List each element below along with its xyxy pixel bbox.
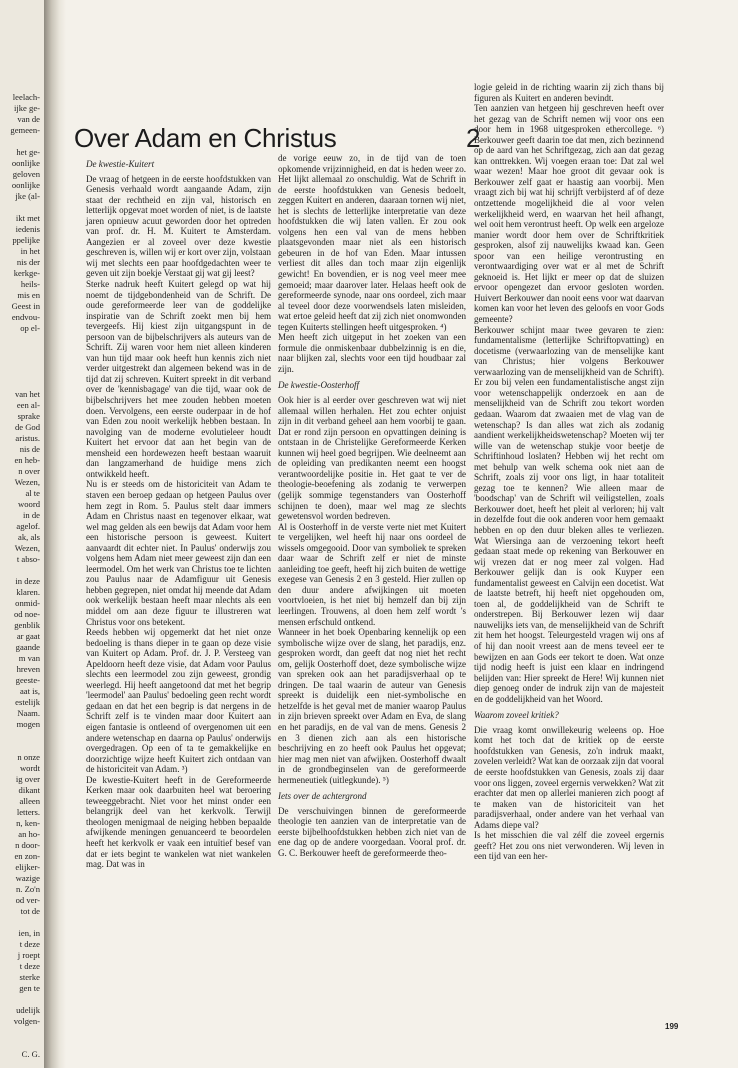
previous-page-line: het ge- [16, 147, 40, 157]
previous-page-line: od ver- [15, 895, 40, 905]
previous-page-line: van de [17, 114, 40, 124]
previous-page-line [0, 136, 44, 147]
previous-page-line: ikt met [15, 213, 40, 223]
previous-page-line: geloven [12, 169, 40, 179]
paragraph: Reeds hebben wij opgemerkt dat het niet onze bedoeling is thans dieper in te gaan op deze visie van Kuitert op Adam. Prof. dr. J. P. Versteeg van Apeldoorn heeft deze visie, dat Adam voor Paulus slechts een leermodel zou zijn geweest, grondig weerlegd. Hij heeft aangetoond dat met het begrip 'leermodel' aan Paulus' bedoeling geen recht wordt gedaan en dat het een begrip is dat nergens in de Schrift zelf is te vinden maar door Kuitert aan eigen fantasie is ontleend of overgenomen uit een andere wetenschap en daarna op Paulus' onderwijs overgedragen. Op een of ta te gemakkelijke en doorzichtige wijze heeft Kuitert zich ontdaan van de historiciteit van Adam. ³) [86, 627, 271, 775]
paragraph: Die vraag komt onwillekeurig weleens op. Hoe komt het toch dat de kritiek op de eerste hoofdstukken van Genesis, zo'n indruk maakt, zovelen verleidt? Wat kan de oorzaak zijn dat vooral de eerste hoofdstukken van Genesis, zoals zij daar voor ons liggen, zoveel ergernis verwekken? Wat zit erachter dat men op allerlei manieren zich poogt af te maken van de historiciteit van het paradijsverhaal, onder andere van het verhaal van Adams diepe val? [474, 724, 665, 830]
previous-page-line [0, 1027, 44, 1038]
previous-page-line: ijke ge- [13, 103, 40, 113]
previous-page-line: nis der [16, 257, 40, 267]
paragraph: Al is Oosterhoff in de verste verte niet met Kuitert te vergelijken, wel heeft hij naar ons oordeel de wissels omgegooid. Door van symboliek te spreken daar waar de Schrift zelf er niet de minste aanleiding toe geeft, heeft hij zich buiten de wettige exegese van Genesis 2 en 3 gesteld. Hier zullen op den duur andere afwijkingen uit moeten voortvloeien, is het niet bij hemzelf dan bij zijn leerlingen. Trouwens, al doen hem zelf wordt 's mensen erfschuld ontkend. [278, 521, 466, 627]
article-part-number: 2 [466, 123, 481, 153]
previous-page-text [0, 92, 44, 1060]
paragraph: Ook hier is al eerder over geschreven wat wij niet allemaal willen herhalen. Het zou echter onjuist zijn in dit verband geheel aan hem voorbij te gaan. Dat er rond zijn persoon en opvattingen deining is ontstaan in de Christelijke Gereformeerde Kerken kunnen wij heel goed begrijpen. Wie deelneemt aan de opleiding van predikanten neemt een hoogst verantwoordelijke positie in. Het gaat te ver de theologie-beoefening als zodanig te verwerpen (gelijk sommige tegenstanders van Oosterhoff schijnen te doen), maar wel mag ze slechts gewetensvol worden bedreven. [278, 395, 466, 522]
previous-page-line: volgen- [13, 1016, 40, 1026]
previous-page-line: m van [18, 653, 40, 663]
previous-page-line: Wezen, [14, 543, 40, 553]
previous-page-line: estelijk [15, 697, 40, 707]
previous-page-line: C. G. [21, 1049, 40, 1059]
paragraph: Is het misschien die val zélf die zoveel ergernis geeft? Het zou ons niet verwonderen. Wij leven in een tijd van een her- [474, 830, 664, 862]
paragraph: Nu is er steeds om de historiciteit van Adam te staven een beroep gedaan op hetgeen Paulus over hem zegt in Rom. 5. Paulus stelt daar immers Adam en Christus naast en tegenover elkaar, wat wel mag gelden als een bewijs dat Adam voor hem een historische persoon is geweest. Kuitert aanvaardt dit echter niet. In Paulus' onderwijs zou volgens hem Adam niet meer geweest zijn dan een leermodel. Om het werk van Christus toe te lichten zou Paulus naar de Adamfiguur uit Genesis hebben gegrepen, niet omdat hij meende dat Adam ook werkelijk bestaan heeft maar nlechts als een middel om aan deze figuur te illustreren wat Christus voor ons betekent. [86, 479, 271, 627]
previous-page-line: wazige [15, 873, 40, 883]
previous-page-line: n. Zo'n [16, 884, 40, 894]
previous-page-line: woord [18, 499, 40, 509]
previous-page-line: n over [18, 466, 40, 476]
previous-page-line: sprake [17, 411, 40, 421]
previous-page-line: nis de [19, 444, 40, 454]
subheading-kuitert: De kwestie-Kuitert [86, 159, 155, 169]
column-3 [474, 82, 664, 862]
subheading-kritiek: Waarom zoveel kritiek? [474, 710, 559, 721]
previous-page-line [0, 334, 44, 345]
previous-page-line: elijker- [15, 862, 40, 872]
previous-page-line: aat is, [19, 686, 40, 696]
previous-page-line: gaande [15, 642, 40, 652]
previous-page-edge [0, 0, 44, 1068]
paragraph: De vraag of hetgeen in de eerste hoofdstukken van Genesis verhaald wordt aangaande Adam, zijn staat der rechtheid en zijn val, historisch en letterlijk opgevat moet worden of niet, is de laatste jaren opnieuw acuut geworden door het optreden van prof. dr. H. M. Kuitert te Amsterdam. Aangezien er al zoveel over deze kwestie geschreven is, willen wij er kort over zijn, volstaan wij met slechts een paar hoofdgedachten weer te geven uit zijn boekje Verstaat gij wat gij leest? [86, 173, 271, 279]
previous-page-line [0, 356, 44, 367]
subheading-achtergrond: Iets over de achtergrond [278, 791, 367, 802]
previous-page-line: hreven [16, 664, 40, 674]
previous-page-line: kerkge- [13, 268, 40, 278]
previous-page-line: in het [20, 246, 40, 256]
previous-page-line: oonlijke [11, 180, 40, 190]
previous-page-line: jke (al- [15, 191, 40, 201]
paragraph: de vorige eeuw zo, in de tijd van de toen opkomende vrijzinnigheid, en dat is heden weer zo. Het lijkt allemaal zo onschuldig. Wat de Schrift in de eerste hoofdstukken van Genesis bedoelt, zeggen Kuitert en anderen, daaraan tornen wij niet, het is slechts de letterlijke interpretatie van deze hoofdstukken die wij laten vallen. Er zou ook volgens hen een val van de mens hebben plaatsgevonden maar niet als een historisch gebeuren in de hof van Eden. Maar intussen verliest dit alles dan toch maar zijn eigenlijk gewicht! En bovendien, er is nog veel meer mee gemoeid; maar daarover later. Helaas heeft ook de gereformeerde synode, naar ons oordeel, zich maar al teveel door deze voorwendsels laten misleiden, wat ertoe geleid heeft dat zij zich niet onomwonden tegen Kuiterts stellingen heeft uitgesproken. ⁴) [278, 153, 466, 332]
paragraph: Wanneer in het boek Openbaring kennelijk op een symbolische wijze over de slang, het paradijs, enz. gesproken wordt, dan geeft dat nog niet het recht om, gelijk Oosterhoff doet, deze symbolische wijze van spreken ook aan het paradijsverhaal op te dringen. De taal waarin de auteur van Genesis spreekt is duidelijk een niet-symbolische en hetzelfde is het geval met de manier waarop Paulus in zijn brieven spreekt over Adam en Eva, de slang en het paradijs, en de val van de mens. Genesis 2 en 3 dienen zich aan als een historische beschrijving en zo heeft ook Paulus het opgevat; hier mag men niet van afwijken. Oosterhoff dwaalt in de grondbeginselen van de gereformeerde hermeneutiek (uitlegkunde). ⁵) [278, 627, 466, 785]
previous-page-line: dikant [18, 785, 40, 795]
paragraph: Sterke nadruk heeft Kuitert gelegd op wat hij noemt de tijdgebondenheid van de Schrift. De oude gereformeerde leer van de goddelijke inspiratie van de Schrift zoekt men bij hem tevergeefs. Hij kiest zijn uitgangspunt in de persoon van de bijbelschrijvers als auteurs van de Schrift. Zij waren voor hem niet alleen kinderen van hun tijd maar ook heeft hun kennis zich niet verder uitgestrekt dan algemeen bekend was in de tijd dat zij schreven. Kuitert spreekt in dit verband over de 'kennisbagage' van die tijd, waar ook de bijbelschrijvers het mee zouden hebben moeten doen. Vervolgens, een eerste ouderpaar in de hof van Eden zou nooit werkelijk hebben bestaan. In navolging van de moderne evolutieleer houdt Kuitert het ervoor dat aan het begin van de mensheid een hordewezen heeft bestaan waaruit dan langzamerhand de huidige mens zich ontwikkeld heeft. [86, 279, 271, 479]
previous-page-line: iedenis [15, 224, 40, 234]
previous-page-line: de God [14, 422, 40, 432]
previous-page-line: een al- [16, 400, 40, 410]
previous-page-line: in deze [15, 576, 40, 586]
previous-page-line [0, 917, 44, 928]
previous-page-line: ppelijke [12, 235, 40, 245]
previous-page-line [0, 345, 44, 356]
previous-page-line: leelach- [12, 92, 40, 102]
previous-page-line: en heb- [14, 455, 40, 465]
previous-page-line: in de [23, 510, 40, 520]
previous-page-line: op el- [20, 323, 40, 333]
paragraph: De verschuivingen binnen de gereformeerde theologie ten aanzien van de interpretatie van de eerste bijbelhoofdstukken hebben zich niet van de ene dag op de andere voorgedaan. Vooral prof. dr. G. C. Berkouwer heeft de gereformeerde theo- [278, 805, 466, 858]
previous-page-line: letters. [16, 807, 40, 817]
previous-page-line: genblik [14, 620, 40, 630]
subheading-oosterhoff: De kwestie-Oosterhoff [278, 380, 359, 391]
previous-page-line: tot de [20, 906, 40, 916]
previous-page-line: n, ken- [16, 818, 40, 828]
column-2 [278, 153, 466, 859]
previous-page-line [0, 565, 44, 576]
previous-page-line: t deze [19, 939, 40, 949]
previous-page-line: an ho- [18, 829, 40, 839]
previous-page-line: ar gaat [16, 631, 40, 641]
previous-page-line: al te [25, 488, 40, 498]
previous-page-line: mogen [16, 719, 40, 729]
previous-page-line: alleen [19, 796, 40, 806]
previous-page-line [0, 202, 44, 213]
previous-page-line: t deze [19, 961, 40, 971]
previous-page-line [0, 994, 44, 1005]
previous-page-line: en zon- [14, 851, 40, 861]
page-number: 199 [665, 1022, 679, 1031]
previous-page-line: gen te [19, 983, 40, 993]
previous-page-line: ak, als [18, 532, 40, 542]
previous-page-line: wordt [19, 763, 40, 773]
paragraph: Berkouwer schijnt maar twee gevaren te zien: fundamentalisme (letterlijke Schriftopvatting) en docetisme (verwaarlozing van de menselijke kant van Christus; hier volgens Berkouwer verwaarlozing van de menselijkheid van de Schrift). Er zou bij velen een fundamentalistische angst zijn voor wetenschappelijk onderzoek en aan de menselijkheid van de Schrift zou tekort worden gedaan. Waarom dat zwaaien met de vlag van de wetenschap? Is dan alles wat zich als zodanig aandient werkelijkheidswetenschap? Moeten wij ter wille van de wetenschap stukje voor beetje de Schriftinhoud loslaten? Hebben wij het recht om met behulp van welk schema ook niet aan de Schrift, zoals zij voor ons ligt, in haar totaliteit gezag toe te kennen? Wie alleen maar de 'boodschap' van de Schrift wil veiligstellen, zoals Berkouwer doet, heeft het pleit al verloren; hij valt in dezelfde fout die ook anderen voor hem gemaakt hebben en op den duur bleken alles te verliezen. Wat Wiersinga aan de verzoening tekort heeft gedaan staat mede op rekening van Berkouwer en wij vrezen dat er nog meer zal volgen. Had Berkouwer gelijk dan is ook Kuyper een fundamentalist geweest en Calvijn een docetist. Wat de laatste betreft, hij heeft niet opgehouden om, toen al, de goddelijkheid van de Schrift te onderstrepen. Bij Berkouwer lezen wij daar nauwelijks iets van, de menselijkheid van de Schrift zit hem het hoogst. Teleurgesteld vragen wij ons af of hij dan nooit vreest aan de mens teveel eer te bewijzen en aan Gods eer tekort te doen. Wat onze tijd nodig heeft is juist een klaar en indringend belijden van: Hier spreekt de Here! Wij kunnen niet diep genoeg onder de indruk zijn van de majesteit en de goddelijkheid van het Woord. [474, 324, 664, 704]
previous-page-line: n door- [15, 840, 40, 850]
previous-page-line [0, 730, 44, 741]
previous-page-line: onmid- [15, 598, 40, 608]
previous-page-line: ig over [15, 774, 40, 784]
previous-page-line [0, 1038, 44, 1049]
previous-page-line: van het [14, 389, 40, 399]
previous-page-line: aristus. [15, 433, 40, 443]
previous-page-line [0, 741, 44, 752]
previous-page-line: ien, in [18, 928, 40, 938]
previous-page-line: klaren. [16, 587, 40, 597]
book-gutter [44, 0, 66, 1068]
previous-page-line: Geest in [11, 301, 40, 311]
paragraph: Men heeft zich uitgeput in het zoeken van een formule die onmiskenbaar dubbelzinnig is en die, naar blijken zal, slechts voor een tijd houdbaar zal zijn. [278, 332, 466, 374]
previous-page-line: sterke [19, 972, 40, 982]
article-title: Over Adam en Christus [74, 123, 337, 153]
previous-page-line: j roept [17, 950, 40, 960]
paragraph: logie geleid in de richting waarin zij zich thans bij figuren als Kuitert en anderen bevindt. [474, 82, 664, 103]
previous-page-line: n onze [17, 752, 40, 762]
previous-page-line: gemeen- [10, 125, 40, 135]
previous-page-line: Naam. [17, 708, 40, 718]
paragraph: Ten aanzien van hetgeen hij geschreven heeft over het gezag van de Schrift nemen wij voor ons een door hem in 1968 uitgesproken ethercollege. ⁶) Berkouwer geeft daarin toe dat men, zich bezinnend op de aard van het Schriftgezag, zich aan dat gezag kan onttrekken. Wij voegen eraan toe: Dat zal wel waar wezen! Maar hoe groot dit gevaar ook is Berkouwer zelf gaat er haastig aan voorbij. Men vraagt zich bij wat hij schrijft verbijsterd af of deze ontzettende mogelijkheid die al voor velen werkelijkheid werd, en waarvan het heil afhangt, wel ooit hem verontrust heeft. Op welk een argeloze manier wordt door hem over de Schriftkritiek gesproken, alsof zij nauwelijks kwaad kan. Geen spoor van een heilige verontrusting en verontwaardiging over wat er al met de Schrift geknoeid is. Het lijkt er meer op dat de sluizen ervoor opengezet dan ervoor gesloten worden. Huivert Berkouwer dan nooit eens voor wat daarvan komen kan voor het leven des geloofs en voor Gods gemeente? [474, 103, 664, 325]
previous-page-line: heils- [20, 279, 40, 289]
previous-page-line: agelof. [16, 521, 40, 531]
previous-page-line: oonlijke [11, 158, 40, 168]
paragraph: De kwestie-Kuitert heeft in de Gereformeerde Kerken maar ook daarbuiten heel wat beroering teweeggebracht. Niet voor het minst onder een belangrijk deel van het kerkvolk. Terwijl theologen menigmaal de neiging hebben bepaalde afwijkende meningen genuanceerd te beoordelen heeft het kerkvolk er vaak een intuïtief besef van dat er iets begint te wankelen wat niet wankelen mag. Dat was in [86, 774, 271, 870]
previous-page-line: endvou- [11, 312, 40, 322]
previous-page-line: mis en [17, 290, 40, 300]
previous-page-line: t abso- [16, 554, 40, 564]
previous-page-line: udelijk [16, 1005, 40, 1015]
column-1 [86, 153, 271, 870]
previous-page-line: od noe- [13, 609, 40, 619]
previous-page-line [0, 378, 44, 389]
previous-page-line [0, 367, 44, 378]
previous-page-line: geeste- [15, 675, 40, 685]
previous-page-line: Wezen, [14, 477, 40, 487]
